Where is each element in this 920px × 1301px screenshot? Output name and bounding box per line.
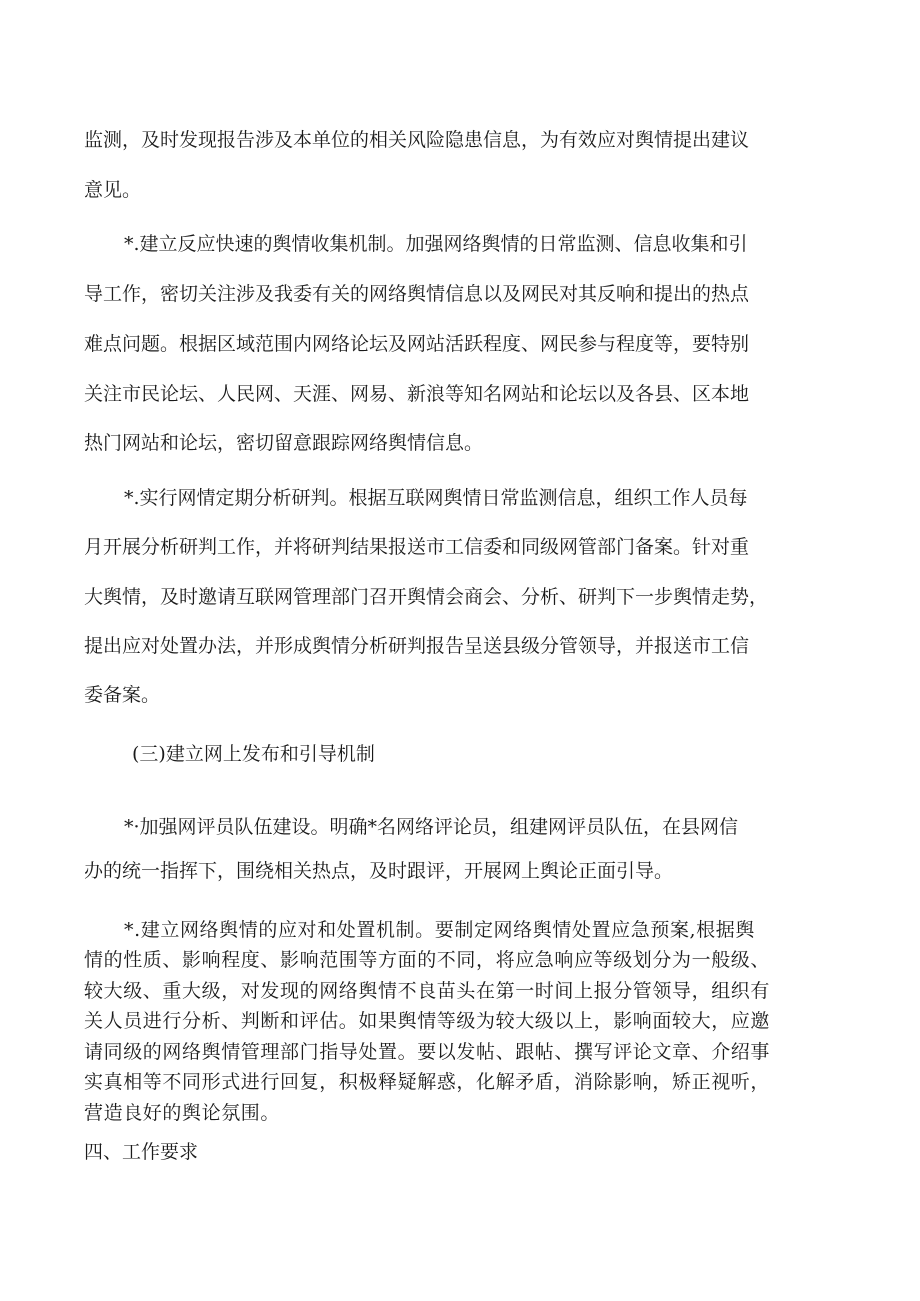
paragraph-line: 难点问题。根据区域范围内网络论坛及网站活跃程度、网民参与程度等，要特别	[84, 333, 750, 355]
paragraph-line: 提出应对处置办法，并形成舆情分析研判报告呈送县级分管领导，并报送市工信	[84, 635, 750, 657]
paragraph-line: 导工作，密切关注涉及我委有关的网络舆情信息以及网民对其反响和提出的热点	[84, 283, 750, 305]
section-heading: (三)建立网上发布和引导机制	[132, 743, 375, 765]
paragraph-line: *.实行网情定期分析研判。根据互联网舆情日常监测信息，组织工作人员每	[124, 487, 748, 509]
paragraph-line: 办的统一指挥下，围绕相关热点，及时跟评，开展网上舆论正面引导。	[84, 860, 674, 882]
paragraph-line: *.建立反应快速的舆情收集机制。加强网络舆情的日常监测、信息收集和引	[124, 233, 748, 255]
section-heading: 四、工作要求	[84, 1141, 199, 1163]
paragraph-line: 热门网站和论坛，密切留意跟踪网络舆情信息。	[84, 432, 484, 454]
paragraph-line: 监测，及时发现报告涉及本单位的相关风险隐患信息，为有效应对舆情提出建议	[84, 129, 750, 151]
paragraph-line: 月开展分析研判工作，并将研判结果报送市工信委和同级网管部门备案。针对重	[84, 536, 750, 558]
paragraph-line: 营造良好的舆论氛围。	[84, 1102, 281, 1124]
paragraph-line: 情的性质、影响程度、影响范围等方面的不同，将应急响应等级划分为一般级、	[84, 949, 771, 971]
paragraph-line: *.建立网络舆情的应对和处置机制。要制定网络舆情处置应急预案,根据舆	[124, 919, 755, 941]
paragraph-line: 委备案。	[84, 684, 161, 706]
paragraph-line: 关注市民论坛、人民网、天涯、网易、新浪等知名网站和论坛以及各县、区本地	[84, 383, 750, 405]
paragraph-line: 实真相等不同形式进行回复，积极释疑解惑，化解矛盾，消除影响，矫正视听，	[84, 1071, 771, 1093]
paragraph-line: 意见。	[84, 179, 142, 201]
paragraph-line: *·加强网评员队伍建设。明确*名网络评论员，组建网评员队伍，在县网信	[124, 816, 739, 838]
paragraph-line: 大舆情，及时邀请互联网管理部门召开舆情会商会、分析、研判下一步舆情走势，	[84, 586, 769, 608]
paragraph-line: 请同级的网络舆情管理部门指导处置。要以发帖、跟帖、撰写评论文章、介绍事	[84, 1041, 771, 1063]
paragraph-line: 较大级、重大级，对发现的网络舆情不良苗头在第一时间上报分管领导，组织有	[84, 980, 771, 1002]
paragraph-line: 关人员进行分析、判断和评估。如果舆情等级为较大级以上，影响面较大，应邀	[84, 1010, 771, 1032]
